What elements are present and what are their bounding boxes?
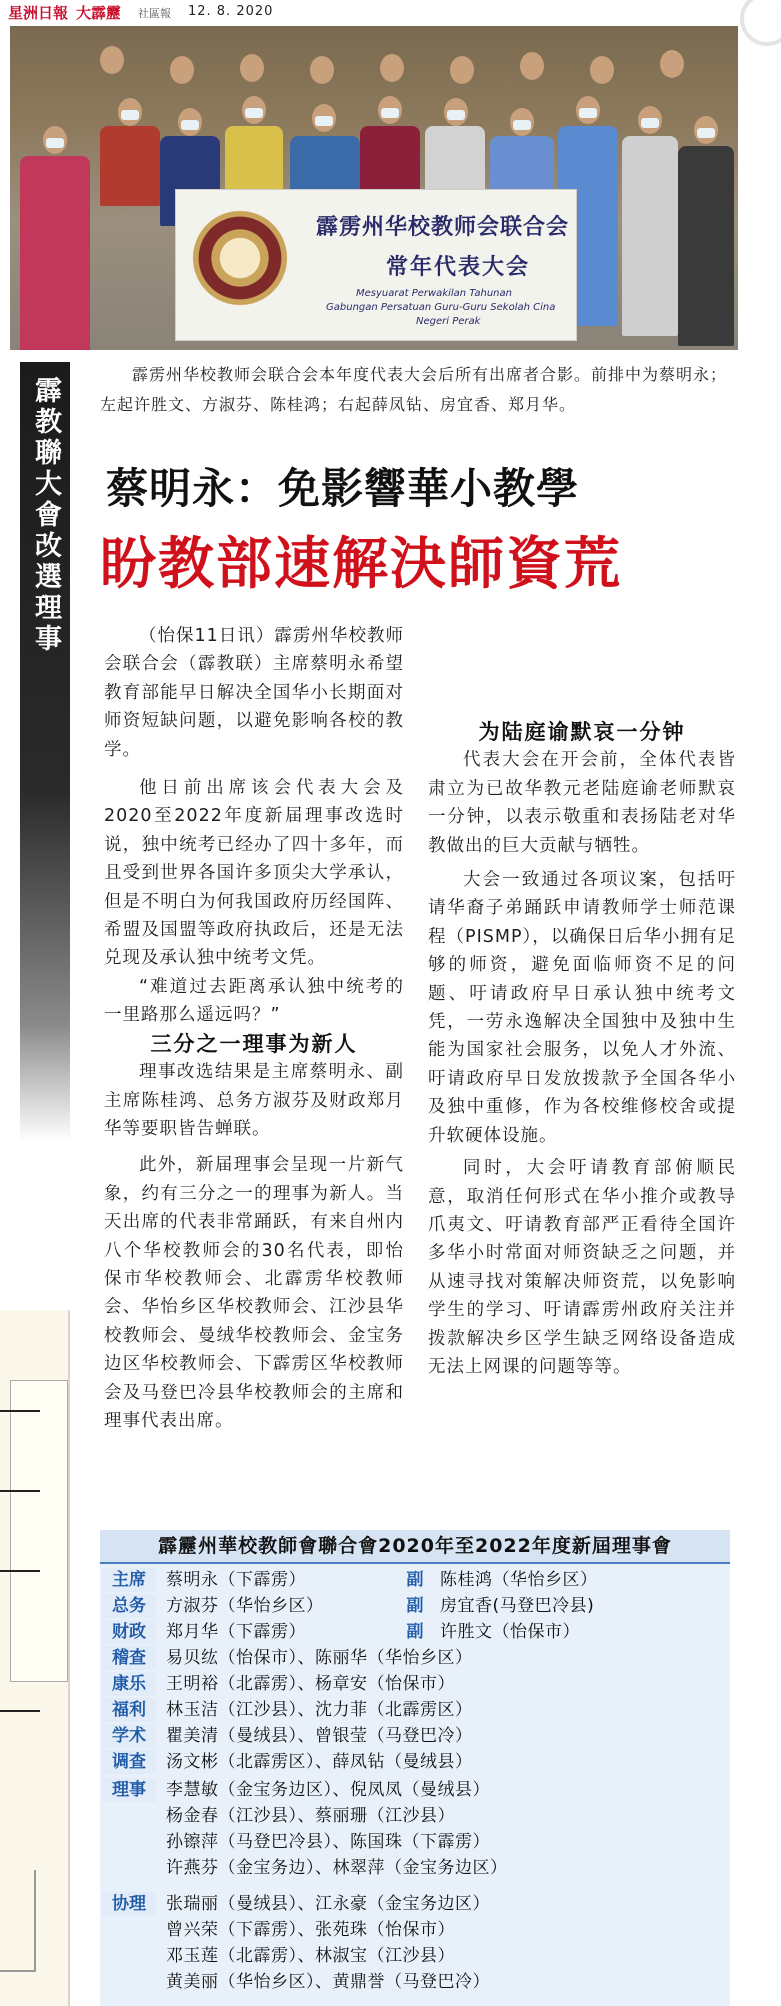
photo-caption: 霹雳州华校教师会联合会本年度代表大会后所有出席者合影。前排中为蔡明永；左起许胜文、方淑芬、陈桂鸿；右起薛凤钻、房宜香、郑月华。 <box>100 365 728 414</box>
role-label: 副 <box>406 1622 424 1642</box>
table-row <box>100 1698 730 1724</box>
role-holder: 许胜文（怡保市） <box>440 1622 580 1642</box>
role-holder: 郑月华（下霹雳） <box>166 1622 306 1642</box>
newspaper-logo: 星洲日報 <box>8 4 69 22</box>
role-holder: 黄美丽（华怡乡区）、黄鼎誉（马登巴冷） <box>166 1972 490 1992</box>
table-row <box>100 1750 730 1776</box>
role-label: 主席 <box>102 1568 156 1592</box>
role-label: 总务 <box>102 1594 156 1618</box>
role-label: 康乐 <box>102 1672 156 1696</box>
article-paragraph: 代表大会在开会前，全体代表皆肃立为已故华教元老陆庭谕老师默哀一分钟，以表示敬重和表扬陆老对华教做出的巨大贡献与牺牲。 <box>428 750 736 856</box>
role-holder: 张瑞丽（曼绒县）、江永豪（金宝务边区） <box>166 1894 490 1914</box>
role-label: 福利 <box>102 1698 156 1722</box>
article-subhead: 三分之一理事为新人 <box>150 1031 358 1056</box>
issue-date: 12. 8. 2020 <box>188 4 274 19</box>
article-paragraph: 理事改选结果是主席蔡明永、副主席陈桂鸿、总务方淑芬及财政郑月华等要职皆告蝉联。 <box>104 1062 404 1139</box>
photo-banner <box>175 189 577 341</box>
role-holder: 孙镲萍（马登巴冷县）、陈国珠（下霹雳） <box>166 1832 490 1852</box>
edge-corner <box>0 1870 36 1972</box>
edge-rule <box>0 1570 40 1572</box>
role-holder: 蔡明永（下霹雳） <box>166 1570 306 1590</box>
role-holder: 曾兴荣（下霹雳）、张苑珠（怡保市） <box>166 1920 455 1940</box>
article-subhead: 为陆庭谕默哀一分钟 <box>478 720 686 744</box>
role-label: 副 <box>406 1596 424 1616</box>
article-column-2 <box>428 622 736 1381</box>
role-holder: 陈桂鸿（华怡乡区） <box>440 1570 598 1590</box>
banner-line-4: Gabungan Persatuan Guru-Guru Sekolah Cina <box>326 302 556 313</box>
section-sidebar <box>20 362 70 1142</box>
table-row <box>100 1568 730 1594</box>
edge-rule <box>0 1710 40 1712</box>
article-paragraph: 同时，大会吁请教育部俯顺民意，取消任何形式在华小推介或教导爪夷文、吁请教育部严正看待全国许多华小时常面对师资缺乏之问题，并从速寻找对策解决师资荒，以免影响学生的学习、吁请霹雳州政府关注并拨款解决乡区学生缺乏网络设备造成无法上网课的问题等等。 <box>428 1158 736 1377</box>
banner-line-2: 常年代表大会 <box>386 254 531 280</box>
role-label: 调查 <box>102 1750 156 1774</box>
kicker-headline: 蔡明永：免影響華小教學 <box>106 464 580 513</box>
role-holder: 易贝纮（怡保市）、陈丽华（华怡乡区） <box>166 1648 473 1668</box>
role-holder: 林玉洁（江沙县）、沈力菲（北霹雳区） <box>166 1700 473 1720</box>
corner-ring-icon <box>740 0 781 46</box>
role-holder: 邓玉莲（北霹雳）、林淑宝（江沙县） <box>166 1946 455 1966</box>
adjacent-page-box <box>10 1380 68 1682</box>
banner-line-5: Negeri Perak <box>416 316 481 327</box>
table-row <box>100 1724 730 1750</box>
main-headline: 盼教部速解決師資荒 <box>100 532 622 597</box>
table-row <box>100 1778 730 1888</box>
role-label: 理事 <box>102 1778 156 1802</box>
role-label: 学术 <box>102 1724 156 1748</box>
table-row <box>100 1646 730 1672</box>
sidebar-title: 霹教聯大會改選理事 <box>30 376 61 655</box>
committee-table-title: 霹靂州華校教師會聯合會2020年至2022年度新屆理事會 <box>100 1530 730 1564</box>
section-logo: 大霹靂 <box>76 4 122 22</box>
role-label: 稽查 <box>102 1646 156 1670</box>
article-paragraph: （怡保11日讯）霹雳州华校教师会联合会（霹教联）主席蔡明永希望教育部能早日解决全国华小长期面对师资短缺问题，以避免影响各校的教学。 <box>104 626 404 760</box>
article-paragraph: 此外，新届理事会呈现一片新气象，约有三分之一的理事为新人。当天出席的代表非常踊跃，有来自州内八个华校教师会的30名代表，即怡保市华校教师会、北霹雳华校教师会、华怡乡区华校教师会、江沙县华校教师会、曼绒华校教师会、金宝务边区华校教师会、下霹雳区华校教师会及马登巴冷县华校教师会的主席和理事代表出席。 <box>104 1155 404 1431</box>
role-holder: 李慧敏（金宝务边区）、倪凤凤（曼绒县） <box>166 1780 490 1800</box>
group-photo <box>10 26 738 350</box>
role-holder: 汤文彬（北霹雳区）、薛凤钻（曼绒县） <box>166 1752 473 1772</box>
banner-line-1: 霹雳州华校教师会联合会 <box>316 214 570 240</box>
role-holder: 杨金春（江沙县）、蔡丽珊（江沙县） <box>166 1806 455 1826</box>
table-row <box>100 1620 730 1646</box>
masthead <box>0 0 781 24</box>
banner-line-3: Mesyuarat Perwakilan Tahunan <box>356 288 512 299</box>
article-paragraph: 他日前出席该会代表大会及2020至2022年度新届理事改选时说，独中统考已经办了四十多年，而且受到世界各国许多顶尖大学承认，但是不明白为何我国政府历经国阵、希盟及国盟等政府执政后，还是无法兑现及承认独中统考文凭。 <box>104 778 404 969</box>
edge-rule <box>0 1410 40 1412</box>
role-holder: 王明裕（北霹雳）、杨章安（怡保市） <box>166 1674 455 1694</box>
association-emblem-icon <box>190 208 290 308</box>
role-holder: 许燕芬（金宝务边）、林翠萍（金宝务边区） <box>166 1858 508 1878</box>
article-column-1 <box>104 622 404 1435</box>
table-row <box>100 1594 730 1620</box>
role-label: 财政 <box>102 1620 156 1644</box>
committee-table <box>100 1530 730 2006</box>
role-label: 协理 <box>102 1892 156 1916</box>
table-row <box>100 1892 730 2002</box>
article-quote: “难道过去距离承认独中统考的一里路那么遥远吗？” <box>104 976 404 1026</box>
role-holder: 房宜香(马登巴冷县) <box>440 1596 595 1616</box>
table-row <box>100 1672 730 1698</box>
adjacent-page-edge <box>0 1310 70 2006</box>
role-holder: 瞿美清（曼绒县）、曾银莹（马登巴冷） <box>166 1726 473 1746</box>
edge-rule <box>0 1490 40 1492</box>
role-label: 副 <box>406 1570 424 1590</box>
article-paragraph: 大会一致通过各项议案，包括吁请华裔子弟踊跃申请教师学士师范课程（PISMP），以确保日后华小拥有足够的师资，避免面临师资不足的问题、吁请政府早日承认独中统考文凭，一劳永逸解决全国独中及独中生能为国家社会服务，以免人才外流、吁请政府早日发放拨款予全国各华小及独中重修，作为各校维修校舍或提升软硬体设施。 <box>428 870 736 1146</box>
section-sub: 社區報 <box>138 7 171 20</box>
role-holder: 方淑芬（华怡乡区） <box>166 1596 324 1616</box>
